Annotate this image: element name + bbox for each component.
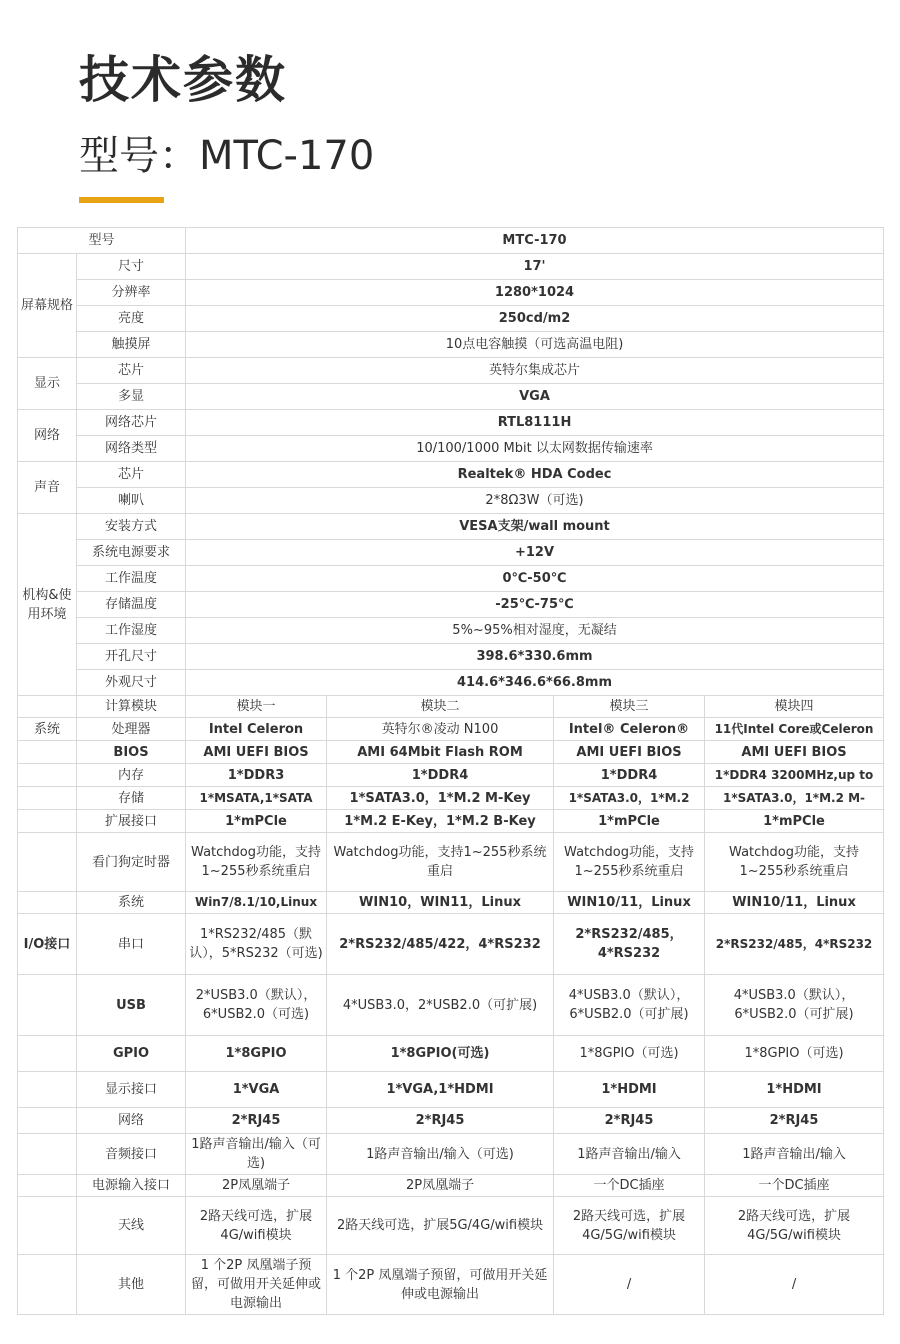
row-value: 1*M.2 E-Key，1*M.2 B-Key xyxy=(327,810,554,833)
row-value: 1*8GPIO(可选) xyxy=(327,1036,554,1072)
row-value: / xyxy=(705,1255,884,1315)
row-other xyxy=(18,1255,884,1315)
empty-cell xyxy=(18,764,77,787)
empty-cell xyxy=(18,810,77,833)
label-touch: 触摸屏 xyxy=(77,332,186,358)
label-store-temp: 存储温度 xyxy=(77,592,186,618)
group-display: 显示 xyxy=(18,358,77,410)
row-value: 1*SATA3.0，1*M.2 xyxy=(554,787,705,810)
label-display-chip: 芯片 xyxy=(77,358,186,384)
row-multi-display xyxy=(18,384,884,410)
row-value: 1*mPCle xyxy=(186,810,327,833)
empty-cell xyxy=(18,975,77,1036)
row-value: 1*DDR4 xyxy=(327,764,554,787)
row-power-input xyxy=(18,1175,884,1197)
value-resolution: 1280*1024 xyxy=(186,280,884,306)
row-bios xyxy=(18,741,884,764)
empty-cell xyxy=(18,741,77,764)
row-label: 扩展接口 xyxy=(77,810,186,833)
label-net-type: 网络类型 xyxy=(77,436,186,462)
row-value: 1*HDMI xyxy=(705,1072,884,1108)
label-work-temp: 工作温度 xyxy=(77,566,186,592)
row-value: 2*RJ45 xyxy=(186,1108,327,1134)
row-label: 串口 xyxy=(77,914,186,975)
row-value: 2*USB3.0（默认），6*USB2.0（可选) xyxy=(186,975,327,1036)
value-multi-display: VGA xyxy=(186,384,884,410)
row-value: 1*8GPIO xyxy=(186,1036,327,1072)
row-value: 1*HDMI xyxy=(554,1072,705,1108)
row-model xyxy=(18,228,884,254)
label-compute-module: 计算模块 xyxy=(77,696,186,718)
cpu-value: 英特尔®凌动 N100 xyxy=(327,718,554,741)
row-value: 2路天线可选，扩展4G/5G/wifi模块 xyxy=(554,1197,705,1255)
row-value: 2P凤凰端子 xyxy=(327,1175,554,1197)
row-value: WIN10，WIN11，Linux xyxy=(327,892,554,914)
row-value: 1*8GPIO（可选) xyxy=(554,1036,705,1072)
empty-cell xyxy=(18,1134,77,1175)
row-size xyxy=(18,254,884,280)
row-net-type xyxy=(18,436,884,462)
row-value: 4*USB3.0（默认），6*USB2.0（可扩展) xyxy=(705,975,884,1036)
value-net-type: 10/100/1000 Mbit 以太网数据传输速率 xyxy=(186,436,884,462)
row-antenna xyxy=(18,1197,884,1255)
value-speaker: 2*8Ω3W（可选) xyxy=(186,488,884,514)
row-value: AMI 64Mbit Flash ROM xyxy=(327,741,554,764)
row-value: 2*RS232/485/422，4*RS232 xyxy=(327,914,554,975)
accent-bar xyxy=(79,197,164,203)
row-net-chip xyxy=(18,410,884,436)
row-label: 其他 xyxy=(77,1255,186,1315)
row-value: 1路声音输出/输入 xyxy=(705,1134,884,1175)
row-work-temp xyxy=(18,566,884,592)
row-label: 网络 xyxy=(77,1108,186,1134)
label-cutout: 开孔尺寸 xyxy=(77,644,186,670)
value-net-chip: RTL8111H xyxy=(186,410,884,436)
module-name: 模块二 xyxy=(327,696,554,718)
row-power xyxy=(18,540,884,566)
row-cutout xyxy=(18,644,884,670)
row-value: 1 个2P 凤凰端子预留，可做用开关延伸或电源输出 xyxy=(186,1255,327,1315)
row-value: 2*RS232/485，4*RS232 xyxy=(705,914,884,975)
row-value: 2*RJ45 xyxy=(554,1108,705,1134)
row-humidity xyxy=(18,618,884,644)
row-gpio xyxy=(18,1036,884,1072)
row-display-port xyxy=(18,1072,884,1108)
label-power: 系统电源要求 xyxy=(77,540,186,566)
label-cpu: 处理器 xyxy=(77,718,186,741)
row-audio-chip xyxy=(18,462,884,488)
row-label: 系统 xyxy=(77,892,186,914)
value-model: MTC-170 xyxy=(186,228,884,254)
row-value: Watchdog功能，支持1~255秒系统重启 xyxy=(554,833,705,892)
row-value: Watchdog功能，支持1~255秒系统重启 xyxy=(186,833,327,892)
row-value: 1路声音输出/输入（可选) xyxy=(327,1134,554,1175)
row-label: 显示接口 xyxy=(77,1072,186,1108)
row-value: 2*RS232/485，4*RS232 xyxy=(554,914,705,975)
row-label: 天线 xyxy=(77,1197,186,1255)
label-outer: 外观尺寸 xyxy=(77,670,186,696)
row-value: 1*DDR4 3200MHz,up to xyxy=(705,764,884,787)
row-value: AMI UEFI BIOS xyxy=(554,741,705,764)
row-value: 1路声音输出/输入（可选) xyxy=(186,1134,327,1175)
row-value: 1*DDR4 xyxy=(554,764,705,787)
value-humidity: 5%~95%相对湿度，无凝结 xyxy=(186,618,884,644)
row-expansion xyxy=(18,810,884,833)
row-label: 内存 xyxy=(77,764,186,787)
row-store-temp xyxy=(18,592,884,618)
row-display-chip xyxy=(18,358,884,384)
value-outer: 414.6*346.6*66.8mm xyxy=(186,670,884,696)
row-value: 1*DDR3 xyxy=(186,764,327,787)
label-multi-display: 多显 xyxy=(77,384,186,410)
row-outer xyxy=(18,670,884,696)
row-value: 1*mPCle xyxy=(705,810,884,833)
value-power: +12V xyxy=(186,540,884,566)
value-display-chip: 英特尔集成芯片 xyxy=(186,358,884,384)
row-label: USB xyxy=(77,975,186,1036)
row-storage xyxy=(18,787,884,810)
value-size: 17' xyxy=(186,254,884,280)
row-value: 4*USB3.0，2*USB2.0（可扩展) xyxy=(327,975,554,1036)
row-label: 电源输入接口 xyxy=(77,1175,186,1197)
group-network: 网络 xyxy=(18,410,77,462)
value-touch: 10点电容触摸（可选高温电阻) xyxy=(186,332,884,358)
value-audio-chip: Realtek® HDA Codec xyxy=(186,462,884,488)
row-value: 1*8GPIO（可选) xyxy=(705,1036,884,1072)
row-value: 2*RJ45 xyxy=(327,1108,554,1134)
cpu-value: 11代Intel Core或Celeron xyxy=(705,718,884,741)
row-value: 2P凤凰端子 xyxy=(186,1175,327,1197)
empty-cell xyxy=(18,787,77,810)
row-label: GPIO xyxy=(77,1036,186,1072)
row-value: 2路天线可选，扩展4G/5G/wifi模块 xyxy=(705,1197,884,1255)
group-io: I/O接口 xyxy=(18,914,77,975)
page-title: 技术参数 xyxy=(79,51,287,109)
model-subtitle: 型号：MTC-170 xyxy=(79,133,375,179)
label-size: 尺寸 xyxy=(77,254,186,280)
row-value: 1*SATA3.0，1*M.2 M- xyxy=(705,787,884,810)
label-humidity: 工作湿度 xyxy=(77,618,186,644)
row-value: / xyxy=(554,1255,705,1315)
row-memory xyxy=(18,764,884,787)
row-usb xyxy=(18,975,884,1036)
row-label: 音频接口 xyxy=(77,1134,186,1175)
module-name: 模块四 xyxy=(705,696,884,718)
row-value: 1*RS232/485（默认），5*RS232（可选) xyxy=(186,914,327,975)
label-model: 型号 xyxy=(18,228,186,254)
label-brightness: 亮度 xyxy=(77,306,186,332)
empty-cell xyxy=(18,1175,77,1197)
empty-cell xyxy=(18,1036,77,1072)
label-audio-chip: 芯片 xyxy=(77,462,186,488)
row-resolution xyxy=(18,280,884,306)
row-value: 1*SATA3.0，1*M.2 M-Key xyxy=(327,787,554,810)
row-value: 2路天线可选，扩展5G/4G/wifi模块 xyxy=(327,1197,554,1255)
row-watchdog xyxy=(18,833,884,892)
empty-cell xyxy=(18,696,77,718)
label-mount: 安装方式 xyxy=(77,514,186,540)
row-value: WIN10/11，Linux xyxy=(705,892,884,914)
row-value: 2*RJ45 xyxy=(705,1108,884,1134)
row-speaker xyxy=(18,488,884,514)
value-mount: VESA支架/wall mount xyxy=(186,514,884,540)
empty-cell xyxy=(18,1108,77,1134)
row-value: AMI UEFI BIOS xyxy=(705,741,884,764)
group-env: 机构&使用环境 xyxy=(18,514,77,696)
row-value: 1*VGA,1*HDMI xyxy=(327,1072,554,1108)
label-net-chip: 网络芯片 xyxy=(77,410,186,436)
row-value: 2路天线可选，扩展4G/wifi模块 xyxy=(186,1197,327,1255)
module-name: 模块三 xyxy=(554,696,705,718)
group-screen: 屏幕规格 xyxy=(18,254,77,358)
value-brightness: 250cd/m2 xyxy=(186,306,884,332)
row-module-header xyxy=(18,696,884,718)
value-cutout: 398.6*330.6mm xyxy=(186,644,884,670)
value-store-temp: -25℃-75℃ xyxy=(186,592,884,618)
row-value: AMI UEFI BIOS xyxy=(186,741,327,764)
row-label: 存储 xyxy=(77,787,186,810)
value-work-temp: 0℃-50℃ xyxy=(186,566,884,592)
row-value: Watchdog功能，支持1~255秒系统重启 xyxy=(327,833,554,892)
row-label: 看门狗定时器 xyxy=(77,833,186,892)
row-lan xyxy=(18,1108,884,1134)
row-value: 1 个2P 凤凰端子预留，可做用开关延伸或电源输出 xyxy=(327,1255,554,1315)
group-system: 系统 xyxy=(18,718,77,741)
row-value: Watchdog功能，支持1~255秒系统重启 xyxy=(705,833,884,892)
cpu-value: Intel Celeron xyxy=(186,718,327,741)
row-value: 1*MSATA,1*SATA xyxy=(186,787,327,810)
row-value: 1*VGA xyxy=(186,1072,327,1108)
empty-cell xyxy=(18,1197,77,1255)
row-value: 一个DC插座 xyxy=(705,1175,884,1197)
empty-cell xyxy=(18,1255,77,1315)
empty-cell xyxy=(18,1072,77,1108)
empty-cell xyxy=(18,833,77,892)
row-serial xyxy=(18,914,884,975)
row-brightness xyxy=(18,306,884,332)
label-resolution: 分辨率 xyxy=(77,280,186,306)
row-label: BIOS xyxy=(77,741,186,764)
row-audio-port xyxy=(18,1134,884,1175)
row-mount xyxy=(18,514,884,540)
row-value: WIN10/11，Linux xyxy=(554,892,705,914)
empty-cell xyxy=(18,892,77,914)
cpu-value: Intel® Celeron® xyxy=(554,718,705,741)
row-touch xyxy=(18,332,884,358)
row-value: 1路声音输出/输入 xyxy=(554,1134,705,1175)
row-value: Win7/8.1/10,Linux xyxy=(186,892,327,914)
row-value: 一个DC插座 xyxy=(554,1175,705,1197)
row-value: 4*USB3.0（默认），6*USB2.0（可扩展) xyxy=(554,975,705,1036)
row-value: 1*mPCle xyxy=(554,810,705,833)
label-speaker: 喇叭 xyxy=(77,488,186,514)
spec-table xyxy=(17,227,884,1315)
module-name: 模块一 xyxy=(186,696,327,718)
group-audio: 声音 xyxy=(18,462,77,514)
row-os xyxy=(18,892,884,914)
row-cpu xyxy=(18,718,884,741)
